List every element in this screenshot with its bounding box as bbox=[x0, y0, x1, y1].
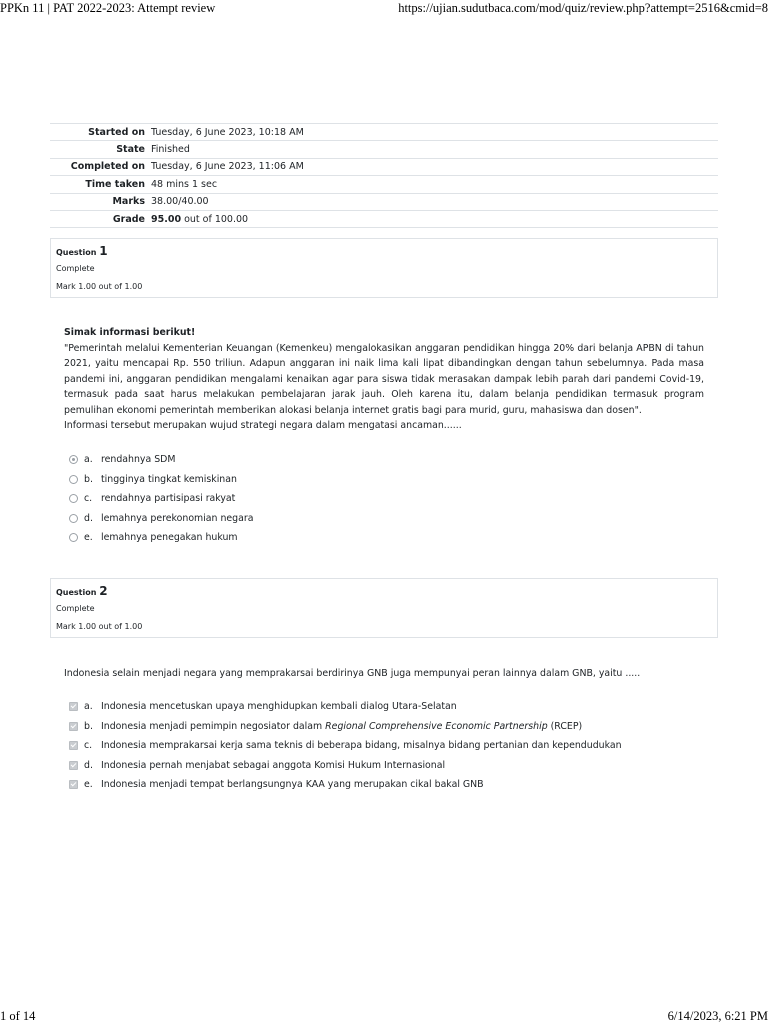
summary-row-started bbox=[50, 124, 718, 141]
summary-label: State bbox=[116, 144, 145, 156]
answer-letter: c. bbox=[84, 740, 93, 752]
summary-value bbox=[150, 210, 718, 227]
radio-icon[interactable] bbox=[69, 475, 78, 484]
answer-letter: d. bbox=[84, 759, 93, 771]
question-mark: Mark 1.00 out of 1.00 bbox=[56, 622, 143, 631]
radio-selected-icon[interactable] bbox=[69, 455, 78, 464]
answer-option-a[interactable] bbox=[69, 450, 709, 470]
question-lead: Simak informasi berikut! bbox=[64, 327, 196, 338]
summary-value: Tuesday, 6 June 2023, 11:06 AM bbox=[151, 161, 304, 173]
question-number-value: 2 bbox=[99, 584, 108, 598]
question-label: Question bbox=[56, 588, 97, 597]
answer-letter: c. bbox=[84, 493, 93, 505]
answer-text bbox=[101, 721, 582, 732]
answer-option-e[interactable] bbox=[69, 528, 709, 548]
answer-text: lemahnya perekonomian negara bbox=[101, 512, 254, 524]
radio-icon[interactable] bbox=[69, 533, 78, 542]
answer-letter: a. bbox=[84, 454, 93, 466]
answer-option-a[interactable] bbox=[69, 697, 709, 717]
question-1-text bbox=[64, 325, 704, 434]
question-prompt: Indonesia selain menjadi negara yang memprakarsai berdirinya GNB juga mempunyai peran lainnya dalam GNB, yaitu ..... bbox=[64, 668, 641, 679]
summary-row-grade bbox=[50, 210, 718, 227]
radio-icon[interactable] bbox=[69, 494, 78, 503]
answer-text: Indonesia pernah menjabat sebagai anggota Komisi Hukum Internasional bbox=[101, 759, 446, 771]
answer-letter: b. bbox=[84, 473, 93, 485]
question-number bbox=[56, 244, 108, 258]
answer-option-d[interactable] bbox=[69, 756, 709, 776]
answer-text: Indonesia mencetuskan upaya menghidupkan kembali dialog Utara-Selatan bbox=[101, 701, 457, 713]
summary-row-completed bbox=[50, 158, 718, 175]
question-state: Complete bbox=[56, 604, 95, 613]
question-number-value: 1 bbox=[99, 244, 108, 258]
summary-label: Completed on bbox=[70, 161, 145, 173]
answer-text: rendahnya SDM bbox=[101, 454, 176, 466]
summary-label: Started on bbox=[88, 126, 145, 138]
summary-value: Tuesday, 6 June 2023, 10:18 AM bbox=[151, 126, 304, 138]
summary-label: Time taken bbox=[85, 178, 145, 190]
summary-label: Grade bbox=[112, 213, 145, 225]
print-footer bbox=[0, 1009, 768, 1024]
summary-value: 38.00/40.00 bbox=[151, 196, 209, 208]
question-number bbox=[56, 584, 108, 598]
page-url[interactable]: https://ujian.sudutbaca.com/mod/quiz/review.php?attempt=2516&cmid=8 bbox=[398, 1, 768, 15]
answer-letter: e. bbox=[84, 779, 93, 791]
summary-value: Finished bbox=[151, 144, 190, 156]
question-label: Question bbox=[56, 248, 97, 257]
summary-label: Marks bbox=[112, 196, 145, 208]
answer-option-e[interactable] bbox=[69, 775, 709, 795]
answer-text-post: (RCEP) bbox=[547, 720, 583, 732]
checkbox-checked-icon[interactable] bbox=[69, 761, 78, 770]
page-count: 1 of 14 bbox=[0, 1009, 36, 1023]
summary-row-state bbox=[50, 141, 718, 158]
answer-text: rendahnya partisipasi rakyat bbox=[101, 493, 236, 505]
answer-option-d[interactable] bbox=[69, 509, 709, 529]
answer-letter: b. bbox=[84, 720, 93, 732]
radio-icon[interactable] bbox=[69, 514, 78, 523]
checkbox-checked-icon[interactable] bbox=[69, 702, 78, 711]
print-header bbox=[0, 0, 768, 18]
answer-text: tingginya tingkat kemiskinan bbox=[101, 473, 237, 485]
answer-letter: e. bbox=[84, 532, 93, 544]
question-2-text bbox=[64, 666, 704, 682]
answer-text-pre: Indonesia menjadi pemimpin negosiator dalam bbox=[101, 720, 326, 732]
answer-text: lemahnya penegakan hukum bbox=[101, 532, 238, 544]
answer-letter: d. bbox=[84, 512, 93, 524]
question-1-info bbox=[50, 238, 718, 298]
answer-option-c[interactable] bbox=[69, 736, 709, 756]
attempt-summary-table bbox=[50, 123, 718, 228]
checkbox-checked-icon[interactable] bbox=[69, 780, 78, 789]
answer-text: Indonesia menjadi tempat berlangsungnya KAA yang merupakan cikal bakal GNB bbox=[101, 779, 484, 791]
question-2-answers bbox=[69, 697, 709, 795]
print-date: 6/14/2023, 6:21 PM bbox=[667, 1009, 768, 1023]
summary-value: 48 mins 1 sec bbox=[151, 178, 218, 190]
question-mark: Mark 1.00 out of 1.00 bbox=[56, 282, 143, 291]
page-title: PPKn 11 | PAT 2022-2023: Attempt review bbox=[0, 1, 216, 15]
checkbox-checked-icon[interactable] bbox=[69, 722, 78, 731]
checkbox-checked-icon[interactable] bbox=[69, 741, 78, 750]
answer-text-italic: Regional Comprehensive Economic Partnership bbox=[325, 720, 548, 732]
question-prompt: Informasi tersebut merupakan wujud strategi negara dalam mengatasi ancaman...... bbox=[64, 420, 462, 431]
question-state: Complete bbox=[56, 264, 95, 273]
answer-text: Indonesia memprakarsai kerja sama teknis di beberapa bidang, misalnya bidang pertanian dan kependudukan bbox=[101, 740, 622, 752]
answer-option-b[interactable] bbox=[69, 470, 709, 490]
answer-option-b[interactable] bbox=[69, 717, 709, 737]
question-2-info bbox=[50, 578, 718, 638]
summary-row-time-taken bbox=[50, 176, 718, 193]
question-passage: "Pemerintah melalui Kementerian Keuangan (Kemenkeu) mengalokasikan anggaran pendidikan hingga 20% dari belanja APBN di tahun 2021, yaitu mencapai Rp. 550 triliun. Adapun anggaran ini naik lima kali lipat dibandingkan dengan tahun sebelumnya. Pada masa pandemi ini, anggaran pendidikan mengalami kenaikan agar para siswa tidak merasakan dampak lebih parah dari pandemi Covid-19, termasuk pada saat harus melakukan pembelajaran jarak jauh. Oleh karena itu, dalam belanja pendidikan termasuk program pemulihan ekonomi pemerintah memberikan alokasi belanja internet gratis bagi para murid, guru, mahasiswa dan dosen". bbox=[64, 342, 704, 416]
summary-row-marks bbox=[50, 193, 718, 210]
grade-total: out of 100.00 bbox=[181, 213, 249, 225]
answer-letter: a. bbox=[84, 701, 93, 713]
question-1-answers bbox=[69, 450, 709, 548]
answer-option-c[interactable] bbox=[69, 489, 709, 509]
grade-score: 95.00 bbox=[151, 213, 182, 225]
